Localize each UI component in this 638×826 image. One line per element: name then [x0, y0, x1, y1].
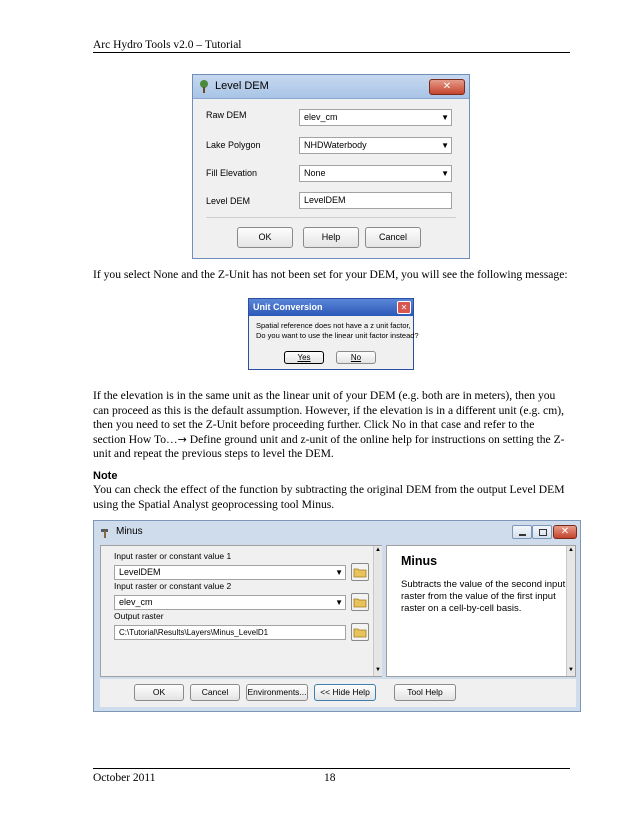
minimize-button[interactable] [512, 525, 532, 539]
page-header-title: Arc Hydro Tools v2.0 – Tutorial [93, 39, 242, 51]
level-dem-input[interactable] [299, 192, 452, 209]
input2-value: elev_cm [119, 597, 153, 607]
input2-select[interactable] [114, 595, 346, 610]
input1-select[interactable] [114, 565, 346, 580]
cancel-button[interactable]: Cancel [365, 227, 421, 248]
header-rule [93, 52, 570, 53]
level-dem-dialog [192, 74, 470, 259]
close-button[interactable]: ✕ [429, 79, 465, 95]
input1-value: LevelDEM [119, 567, 161, 577]
folder-icon [352, 594, 368, 610]
scroll-up-icon: ▲ [568, 547, 574, 553]
ok-button[interactable]: OK [134, 684, 184, 701]
level-dem-title: Level DEM [215, 80, 269, 92]
browse-input2-button[interactable] [351, 593, 369, 611]
lake-polygon-value: NHDWaterbody [304, 140, 367, 150]
paragraph-elevation-unit-head: If the elevation is in the same unit as the linear unit of your DEM (e.g. both are in meters), then you can proceed as this is the default assumption. However, if the elevation is in a different unit (e.g. cm), then you need to set the Z-Unit before proceeding further. Click No in that case and refer to the section How To… [93, 389, 564, 446]
level-dem-value: LevelDEM [304, 195, 346, 205]
chevron-down-icon: ▼ [335, 598, 343, 607]
hide-help-button[interactable]: << Hide Help [314, 684, 376, 701]
parameters-scrollbar[interactable] [373, 546, 382, 676]
yes-button[interactable]: Yes [284, 351, 324, 364]
folder-icon [352, 624, 368, 640]
level-dem-titlebar [193, 75, 469, 99]
no-button[interactable]: No [336, 351, 376, 364]
help-button[interactable]: Help [303, 227, 359, 248]
tool-help-button[interactable]: Tool Help [394, 684, 456, 701]
footer-date: October 2011 [93, 772, 156, 784]
paragraph-elevation-unit [93, 389, 570, 462]
unit-conversion-titlebar [249, 299, 413, 316]
note-heading: Note [93, 470, 118, 482]
message-line-1: Spatial reference does not have a z unit factor, [256, 321, 411, 330]
arrow-right-icon: → [177, 432, 187, 446]
scroll-down-icon: ▼ [568, 667, 574, 673]
environments-button[interactable]: Environments... [246, 684, 308, 701]
fill-elevation-label: Fill Elevation [206, 168, 258, 178]
scroll-down-icon: ▼ [375, 667, 381, 673]
output-raster-input[interactable] [114, 625, 346, 640]
help-scrollbar[interactable] [566, 546, 575, 676]
browse-input1-button[interactable] [351, 563, 369, 581]
raw-dem-label: Raw DEM [206, 110, 247, 120]
output-raster-value: C:\Tutorial\Results\Layers\Minus_LevelD1 [119, 628, 269, 637]
fill-elevation-value: None [304, 168, 326, 178]
input1-label: Input raster or constant value 1 [114, 551, 232, 561]
scroll-up-icon: ▲ [375, 547, 381, 553]
footer-rule [93, 768, 570, 769]
help-pane [386, 545, 576, 677]
note-body: You can check the effect of the function by subtracting the original DEM from the output Level DEM using the Spatial Analyst geoprocessing tool Minus. [93, 483, 565, 511]
input2-label: Input raster or constant value 2 [114, 581, 232, 591]
unit-conversion-dialog [248, 298, 419, 370]
help-title: Minus [401, 554, 438, 568]
page-number: 18 [324, 772, 336, 784]
output-raster-label: Output raster [114, 611, 164, 621]
paragraph-select-none: If you select None and the Z-Unit has not been set for your DEM, you will see the following message: [93, 268, 568, 281]
maximize-icon [539, 529, 547, 536]
cancel-button[interactable]: Cancel [190, 684, 240, 701]
maximize-button[interactable] [532, 525, 552, 539]
minus-tool-window [93, 520, 581, 712]
close-icon: ✕ [560, 526, 570, 537]
fill-elevation-select[interactable] [299, 165, 452, 182]
app-icon [198, 79, 210, 93]
browse-output-button[interactable] [351, 623, 369, 641]
close-icon[interactable]: ✕ [397, 301, 411, 314]
chevron-down-icon: ▼ [335, 568, 343, 577]
raw-dem-value: elev_cm [304, 112, 338, 122]
minus-window-title: Minus [116, 526, 143, 537]
level-dem-label: Level DEM [206, 196, 251, 206]
lake-polygon-label: Lake Polygon [206, 140, 261, 150]
chevron-down-icon: ▼ [441, 141, 449, 150]
lake-polygon-select[interactable] [299, 137, 452, 154]
folder-icon [352, 564, 368, 580]
unit-conversion-title: Unit Conversion [253, 302, 323, 312]
parameters-pane [100, 545, 382, 677]
help-description: Subtracts the value of the second input raster from the value of the first input raster on a cell-by-cell basis. [401, 579, 566, 614]
raw-dem-select[interactable] [299, 109, 452, 126]
paragraph-elevation-unit-tail: Define ground unit and z-unit of the online help for instructions on setting the Z-unit and repeat the previous steps to level the DEM. [93, 432, 565, 461]
ok-button[interactable]: OK [237, 227, 293, 248]
chevron-down-icon: ▼ [441, 169, 449, 178]
dialog-separator [206, 217, 456, 218]
close-button[interactable] [553, 525, 577, 539]
hammer-icon [100, 526, 112, 538]
chevron-down-icon: ▼ [441, 113, 449, 122]
minimize-icon [519, 534, 526, 536]
message-line-2: Do you want to use the linear unit factor instead? [256, 331, 419, 340]
